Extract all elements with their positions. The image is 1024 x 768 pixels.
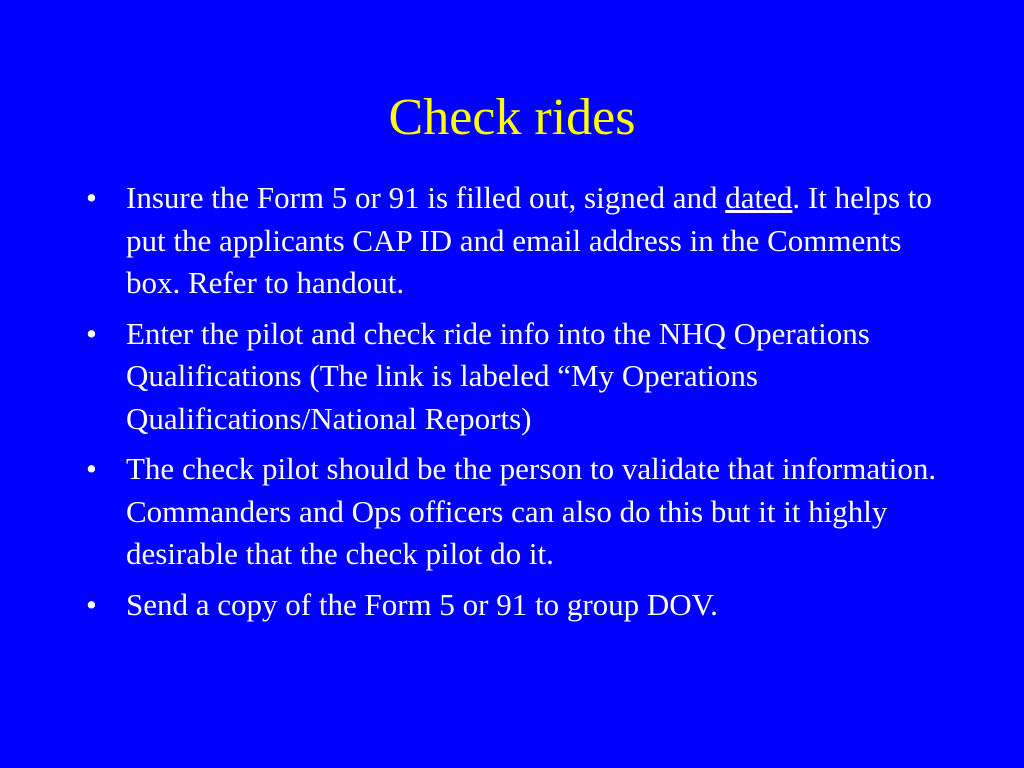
slide-title: Check rides	[388, 89, 636, 146]
bullet-marker: •	[86, 180, 97, 215]
bullet-marker: •	[86, 315, 97, 351]
bullet-1-text-after: . It helps to put the applicants CAP ID and email address in the Comments box. Refer to handout.	[126, 180, 932, 300]
bullet-item-4	[82, 584, 962, 627]
bullet-item-3	[82, 448, 962, 576]
bullet-marker: •	[86, 451, 97, 486]
bullet-marker: •	[86, 586, 97, 622]
bullet-item-2	[82, 313, 962, 441]
bullet-list	[82, 177, 962, 634]
bullet-1-underlined-text: dated	[725, 180, 793, 215]
bullet-3-text: The check pilot should be the person to validate that information. Commanders and Ops officers can also do this but it it highly desirable that the check pilot do it.	[126, 451, 937, 571]
bullet-1-text-before: Insure the Form 5 or 91 is filled out, signed and	[126, 180, 726, 215]
bullet-4-text: Send a copy of the Form 5 or 91 to group DOV.	[126, 586, 718, 622]
bullet-2-text: Enter the pilot and check ride info into the NHQ Operations Qualifications (The link is labeled “My Operations Qualifications/National Reports)	[126, 315, 870, 436]
bullet-item-1	[82, 177, 962, 305]
